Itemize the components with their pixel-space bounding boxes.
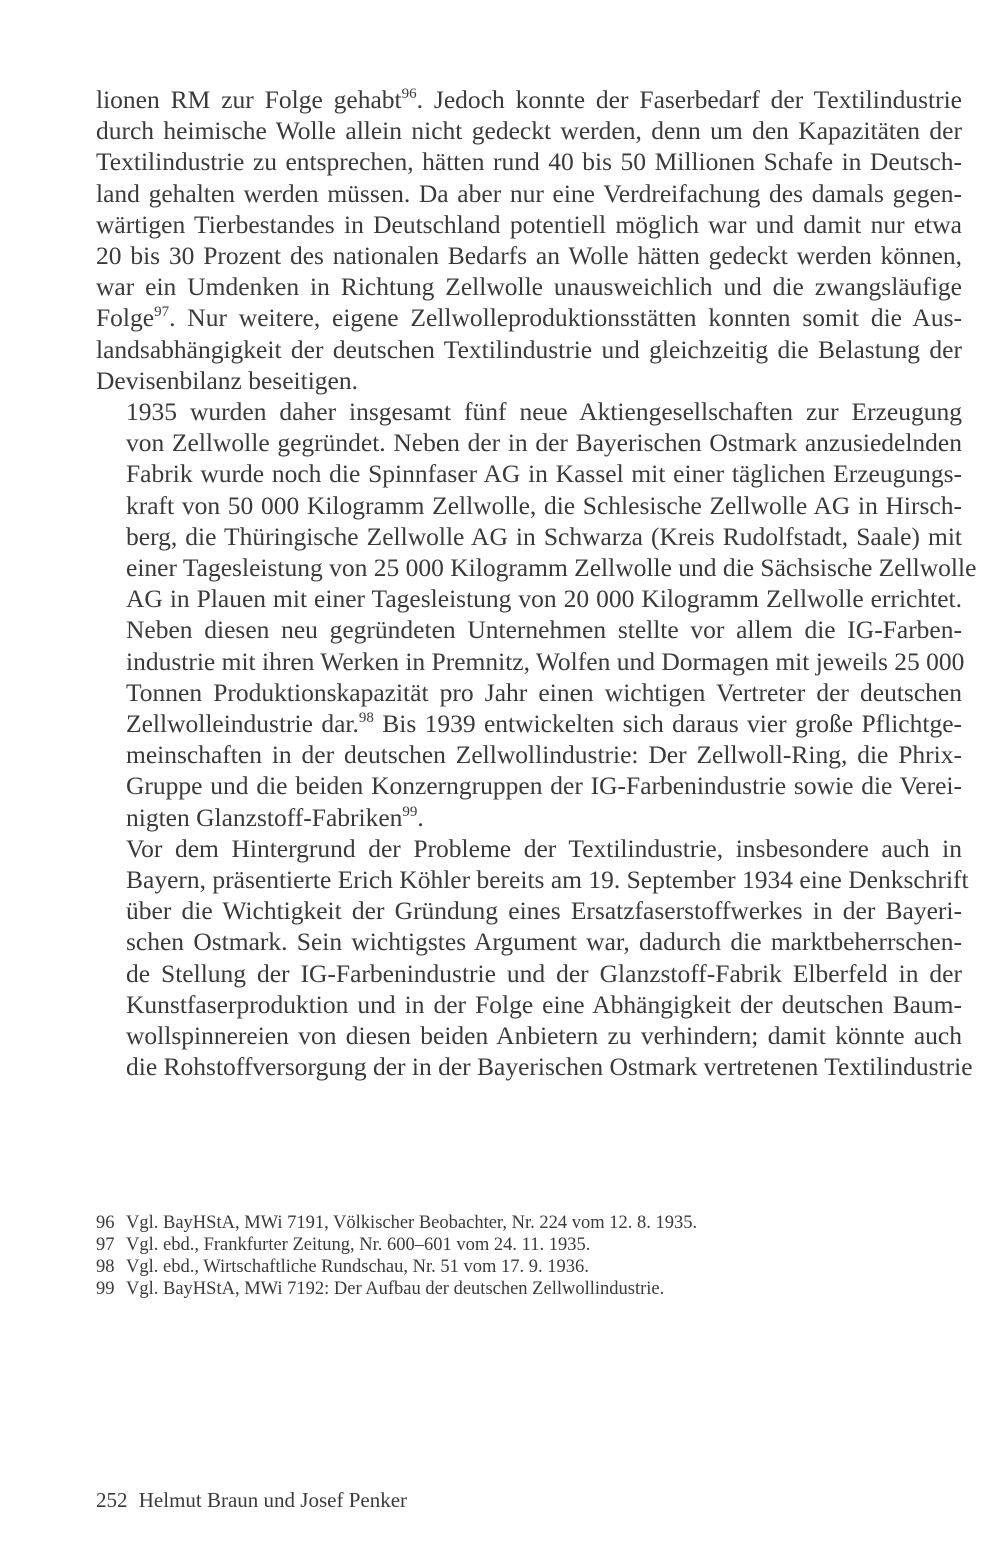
footnote-number: 97 (96, 1235, 115, 1255)
text-line (96, 396, 962, 427)
text-line (96, 146, 962, 177)
text-line (96, 84, 962, 115)
line-text: Fabrik wurde noch die Spinnfaser AG in Kassel mit einer täglichen Erzeugungs- (126, 459, 962, 489)
line-text: . (417, 802, 424, 832)
text-line (96, 302, 962, 333)
footnote (96, 1256, 962, 1278)
text-line (96, 614, 962, 645)
text-line (96, 240, 962, 271)
text-line (96, 646, 965, 677)
text-line (96, 334, 962, 365)
line-text: lionen RM zur Folge gehabt (96, 85, 402, 114)
footnote-reference[interactable]: 99 (402, 803, 418, 820)
line-text: landsabhängigkeit der deutschen Textilindustrie und gleichzeitig die Belastung der (96, 334, 962, 364)
text-line (96, 178, 962, 209)
text-line (96, 770, 962, 801)
line-text: land gehalten werden müssen. Da aber nur eine Verdreifachung des damals gegen- (96, 178, 962, 208)
line-text: AG in Plauen mit einer Tagesleistung von 20 000 Kilogramm Zellwolle errichtet. (126, 584, 962, 614)
footnote-number: 98 (96, 1257, 115, 1277)
text-line (96, 677, 962, 708)
footnote-text: Vgl. ebd., Wirtschaftliche Rundschau, Nr. 51 vom 17. 9. 1936. (126, 1257, 589, 1277)
line-text: durch heimische Wolle allein nicht gedeckt werden, denn um den Kapazitäten der (96, 116, 962, 146)
paragraph (96, 396, 977, 833)
line-text: . Nur weitere, eigene Zellwolleproduktionsstätten konnten somit die Aus- (169, 303, 962, 333)
footnote-reference[interactable]: 97 (154, 304, 170, 321)
text-line (96, 802, 962, 833)
text-line (96, 958, 962, 989)
footnote (96, 1212, 962, 1234)
line-text: die Rohstoffversorgung der in der Bayerischen Ostmark vertretenen Textilindustrie (126, 1052, 973, 1082)
page-footer (96, 1487, 407, 1513)
text-line (96, 209, 962, 240)
line-text: Folge (96, 303, 155, 333)
line-text: Textilindustrie zu entsprechen, hätten rund 40 bis 50 Millionen Schafe in Deutsch- (96, 147, 962, 177)
footnote-reference[interactable]: 96 (401, 86, 417, 102)
paragraph (96, 833, 973, 1083)
text-line (96, 989, 962, 1020)
line-text: nigten Glanzstoff-Fabriken (126, 802, 403, 832)
page-content (96, 84, 977, 1083)
footnote-reference[interactable]: 98 (358, 710, 374, 727)
line-text: 20 bis 30 Prozent des nationalen Bedarfs an Wolle hätten gedeckt werden können, (96, 241, 962, 271)
line-text: industrie mit ihren Werken in Premnitz, Wolfen und Dormagen mit jeweils 25 000 (126, 646, 965, 676)
footer-authors: Helmut Braun und Josef Penker (138, 1488, 408, 1512)
text-line (96, 739, 962, 770)
line-text: Gruppe und die beiden Konzerngruppen der IG-Farbenindustrie sowie die Verei- (126, 771, 962, 801)
line-text: war ein Umdenken in Richtung Zellwolle unausweichlich und die zwangsläufige (96, 272, 962, 302)
text-line (96, 583, 962, 614)
text-line (96, 895, 962, 926)
line-text: . Jedoch konnte der Faserbedarf der Textilindustrie (416, 85, 962, 114)
line-text: 1935 wurden daher insgesamt fünf neue Aktiengesellschaften zur Erzeugung (126, 397, 962, 427)
text-line (96, 365, 962, 396)
footnote (96, 1234, 962, 1256)
line-text: Tonnen Produktionskapazität pro Jahr einen wichtigen Vertreter der deutschen (126, 677, 962, 707)
text-line (96, 1051, 973, 1082)
line-text: Bis 1939 entwickelten sich daraus vier große Pflichtge- (373, 709, 962, 739)
line-text: Kunstfaserproduktion und in der Folge eine Abhängigkeit der deutschen Baum- (126, 989, 962, 1019)
footnote-number: 96 (96, 1213, 115, 1233)
line-text: wärtigen Tierbestandes in Deutschland potentiell möglich war und damit nur etwa (96, 209, 962, 239)
text-line (96, 490, 962, 521)
text-line (96, 833, 962, 864)
line-text: Vor dem Hintergrund der Probleme der Textilindustrie, insbesondere auch in (126, 833, 962, 863)
line-text: meinschaften in der deutschen Zellwollindustrie: Der Zellwoll-Ring, die Phrix- (126, 740, 962, 770)
footnote-text: Vgl. ebd., Frankfurter Zeitung, Nr. 600–601 vom 24. 11. 1935. (126, 1235, 591, 1255)
body-text (96, 84, 977, 1083)
footnote-number: 99 (96, 1279, 115, 1299)
footnote-text: Vgl. BayHStA, MWi 7192: Der Aufbau der deutschen Zellwollindustrie. (126, 1279, 665, 1299)
line-text: schen Ostmark. Sein wichtigstes Argument war, dadurch die marktbeherrschen- (126, 927, 962, 957)
line-text: wollspinnereien von diesen beiden Anbietern zu verhindern; damit könnte auch (126, 1021, 962, 1051)
text-line (96, 271, 962, 302)
text-line (96, 552, 977, 583)
line-text: Neben diesen neu gegründeten Unternehmen stellte vor allem die IG-Farben- (126, 615, 962, 645)
line-text: einer Tagesleistung von 25 000 Kilogramm Zellwolle und die Sächsische Zellwolle (126, 553, 977, 583)
text-line (96, 521, 962, 552)
text-line (96, 427, 962, 458)
page-number: 252 (96, 1488, 128, 1512)
text-line (96, 864, 969, 895)
text-line (96, 1020, 962, 1051)
line-text: Devisenbilanz beseitigen. (96, 365, 358, 395)
line-text: de Stellung der IG-Farbenindustrie und der Glanzstoff-Fabrik Elberfeld in der (126, 958, 962, 988)
footnote-text: Vgl. BayHStA, MWi 7191, Völkischer Beobachter, Nr. 224 vom 12. 8. 1935. (126, 1213, 698, 1233)
paragraph (96, 84, 962, 396)
line-text: über die Wichtigkeit der Gründung eines Ersatzfaserstoffwerkes in der Bayeri- (126, 896, 962, 926)
footnote (96, 1278, 962, 1300)
text-line (96, 458, 962, 489)
line-text: von Zellwolle gegründet. Neben der in der Bayerischen Ostmark anzusiedelnden (126, 428, 962, 458)
text-line (96, 926, 962, 957)
line-text: kraft von 50 000 Kilogramm Zellwolle, die Schlesische Zellwolle AG in Hirsch- (126, 490, 962, 520)
footnotes (96, 1212, 962, 1300)
line-text: Bayern, präsentierte Erich Köhler bereits am 19. September 1934 eine Denkschrift (126, 865, 969, 895)
text-line (96, 115, 962, 146)
text-line (96, 708, 962, 739)
line-text: Zellwolleindustrie dar. (126, 709, 359, 739)
line-text: berg, die Thüringische Zellwolle AG in Schwarza (Kreis Rudolfstadt, Saale) mit (126, 521, 962, 551)
